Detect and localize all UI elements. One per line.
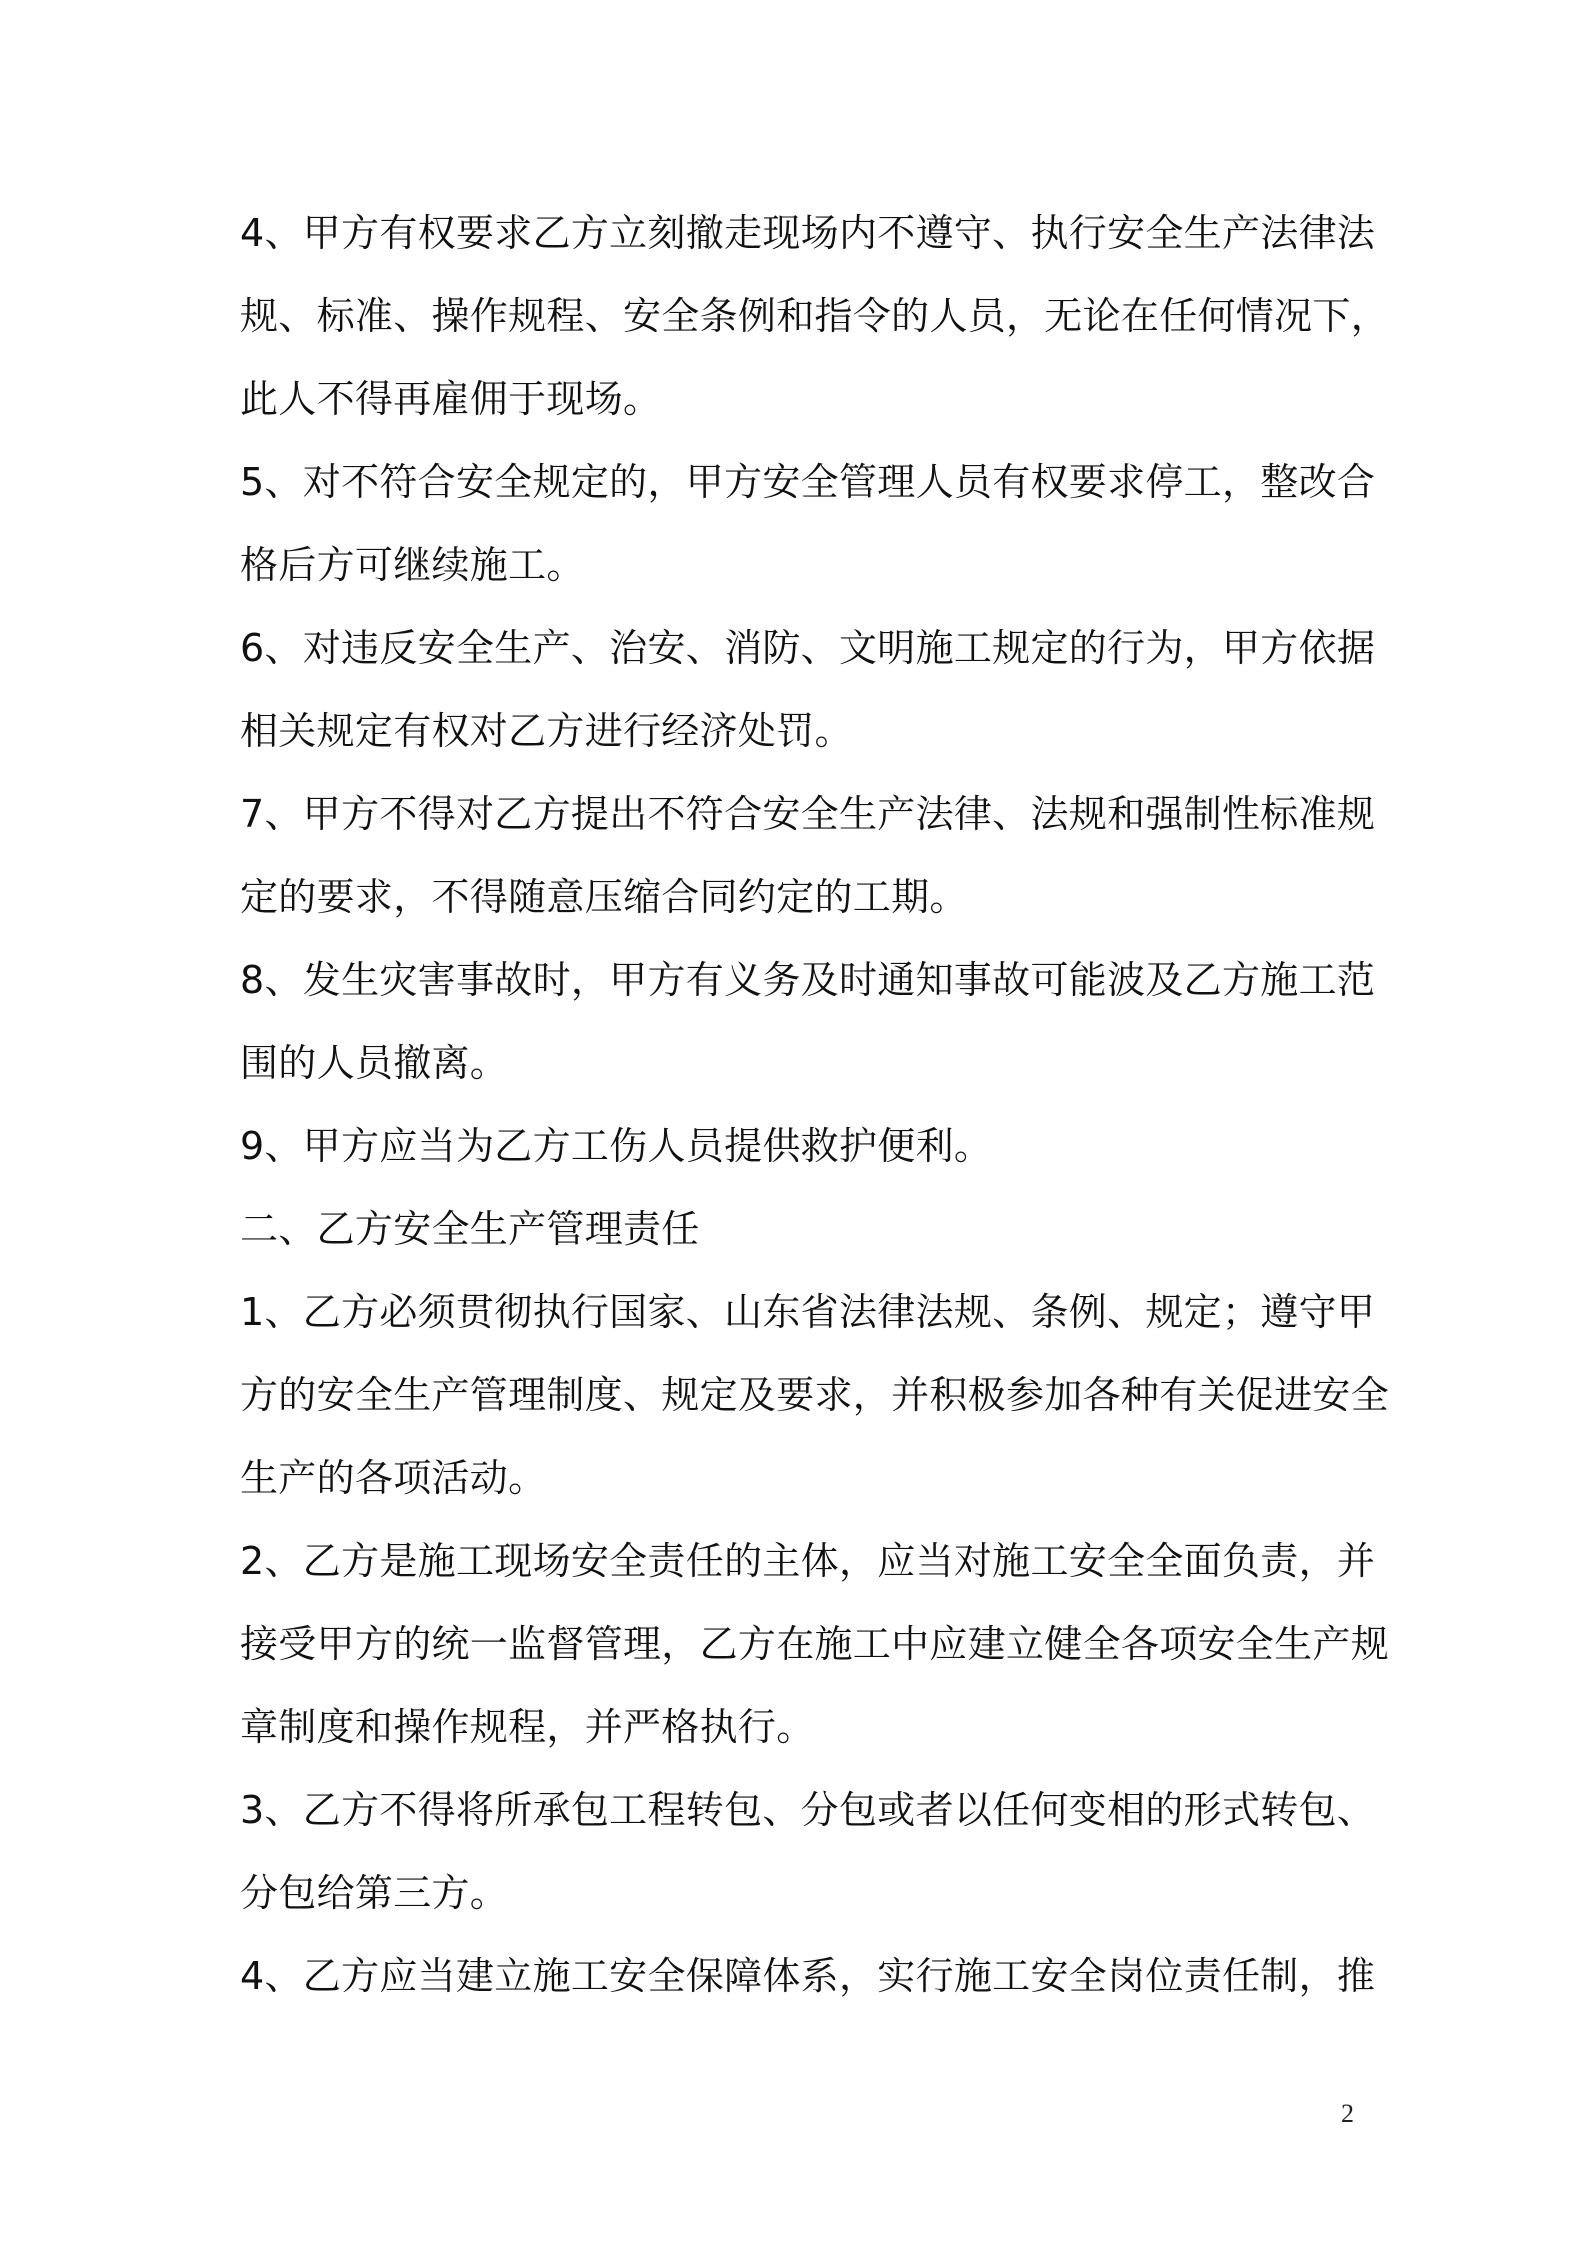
page-number: 2 [1341, 2099, 1354, 2128]
text-line: 1、乙方必须贯彻执行国家、山东省法律法规、条例、规定；遵守甲 [240, 1290, 1376, 1334]
section-heading: 二、乙方安全生产管理责任 [240, 1207, 700, 1251]
text-line: 4、甲方有权要求乙方立刻撤走现场内不遵守、执行安全生产法律法 [240, 211, 1376, 255]
text-line: 此人不得再雇佣于现场。 [240, 377, 662, 421]
text-line: 8、发生灾害事故时，甲方有义务及时通知事故可能波及乙方施工范 [240, 958, 1376, 1002]
text-line: 相关规定有权对乙方进行经济处罚。 [240, 709, 853, 753]
text-line: 7、甲方不得对乙方提出不符合安全生产法律、法规和强制性标准规 [240, 792, 1376, 836]
text-line: 章制度和操作规程，并严格执行。 [240, 1705, 815, 1749]
text-line: 2、乙方是施工现场安全责任的主体，应当对施工安全全面负责，并 [240, 1539, 1376, 1583]
text-line: 4、乙方应当建立施工安全保障体系，实行施工安全岗位责任制，推 [240, 1954, 1376, 1998]
document-body [240, 192, 1390, 2018]
text-line: 3、乙方不得将所承包工程转包、分包或者以任何变相的形式转包、 [240, 1788, 1376, 1832]
text-line: 围的人员撤离。 [240, 1041, 509, 1085]
text-line: 规、标准、操作规程、安全条例和指令的人员，无论在任何情况下， [240, 294, 1390, 338]
text-line: 分包给第三方。 [240, 1871, 509, 1915]
text-line: 方的安全生产管理制度、规定及要求，并积极参加各种有关促进安全 [240, 1373, 1390, 1417]
text-line: 9、甲方应当为乙方工伤人员提供救护便利。 [240, 1124, 993, 1168]
text-line: 6、对违反安全生产、治安、消防、文明施工规定的行为，甲方依据 [240, 626, 1376, 670]
text-line: 接受甲方的统一监督管理，乙方在施工中应建立健全各项安全生产规 [240, 1622, 1390, 1666]
text-line: 生产的各项活动。 [240, 1456, 547, 1500]
text-line: 5、对不符合安全规定的，甲方安全管理人员有权要求停工，整改合 [240, 460, 1376, 504]
text-line: 格后方可继续施工。 [240, 543, 585, 587]
text-line: 定的要求，不得随意压缩合同约定的工期。 [240, 875, 968, 919]
